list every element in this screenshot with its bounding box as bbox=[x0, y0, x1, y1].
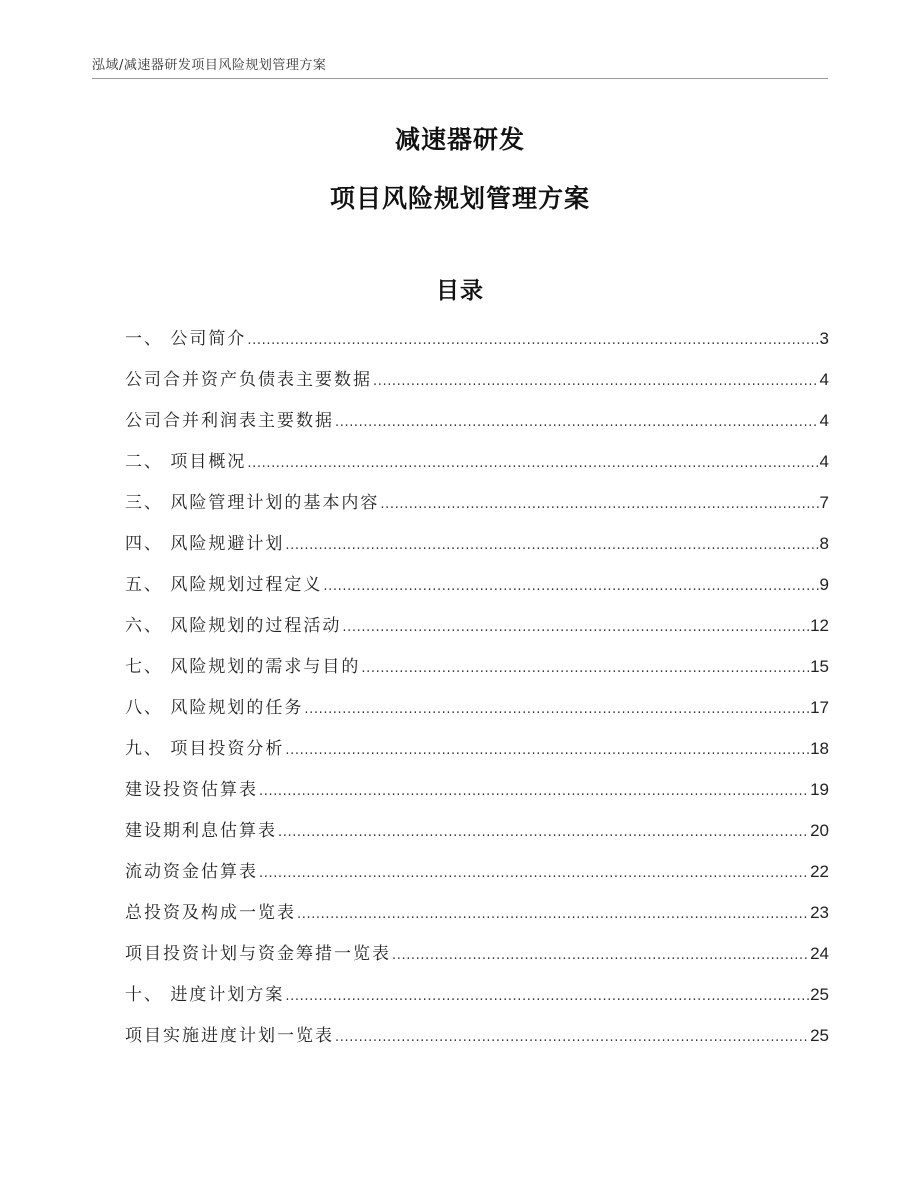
toc-dot-leader bbox=[278, 812, 809, 853]
toc-entry[interactable] bbox=[125, 810, 829, 851]
toc-entry-label: 一、 公司简介 bbox=[125, 329, 247, 349]
toc-entry-label: 三、 风险管理计划的基本内容 bbox=[125, 493, 380, 513]
document-title-line-1: 减速器研发 bbox=[394, 125, 525, 154]
toc-page-number: 23 bbox=[810, 903, 829, 922]
toc-entry[interactable] bbox=[125, 851, 829, 892]
toc-page-number: 19 bbox=[810, 780, 829, 799]
toc-page-number: 9 bbox=[819, 575, 829, 594]
toc-dot-leader bbox=[285, 730, 809, 771]
toc-entry-label: 六、 风险规划的过程活动 bbox=[125, 616, 342, 636]
toc-entry[interactable] bbox=[125, 728, 829, 769]
toc-page-number: 3 bbox=[819, 329, 829, 348]
toc-page-number: 24 bbox=[810, 944, 829, 963]
toc-page-number: 4 bbox=[819, 411, 829, 430]
running-header: 泓域/减速器研发项目风险规划管理方案 bbox=[92, 58, 327, 73]
toc-dot-leader bbox=[285, 525, 818, 566]
toc-page-number: 15 bbox=[810, 657, 829, 676]
toc-entry[interactable] bbox=[125, 646, 829, 687]
toc-page-number: 8 bbox=[819, 534, 829, 553]
header-divider bbox=[92, 78, 828, 79]
toc-entry[interactable] bbox=[125, 482, 829, 523]
toc-entry-label: 五、 风险规划过程定义 bbox=[125, 575, 323, 595]
toc-entry-label: 八、 风险规划的任务 bbox=[125, 698, 304, 718]
toc-entry-label: 建设期利息估算表 bbox=[125, 821, 277, 841]
toc-dot-leader bbox=[297, 894, 809, 935]
toc-dot-leader bbox=[285, 976, 809, 1017]
toc-dot-leader bbox=[323, 566, 818, 607]
toc-page-number: 12 bbox=[810, 616, 829, 635]
toc-entry[interactable] bbox=[125, 892, 829, 933]
toc-entry[interactable] bbox=[125, 523, 829, 564]
toc-page-number: 20 bbox=[810, 821, 829, 840]
toc-dot-leader bbox=[304, 689, 809, 730]
table-of-contents bbox=[125, 318, 829, 1056]
toc-entry[interactable] bbox=[125, 933, 829, 974]
toc-page-number: 18 bbox=[810, 739, 829, 758]
toc-heading: 目录 bbox=[436, 278, 484, 304]
toc-entry-label: 项目投资计划与资金筹措一览表 bbox=[125, 944, 391, 964]
toc-entry[interactable] bbox=[125, 1015, 829, 1056]
toc-entry-label: 公司合并资产负债表主要数据 bbox=[125, 370, 372, 390]
toc-entry[interactable] bbox=[125, 359, 829, 400]
toc-entry[interactable] bbox=[125, 564, 829, 605]
toc-dot-leader bbox=[342, 607, 809, 648]
toc-entry-label: 总投资及构成一览表 bbox=[125, 903, 296, 923]
toc-dot-leader bbox=[335, 1017, 809, 1058]
toc-entry-label: 九、 项目投资分析 bbox=[125, 739, 285, 759]
toc-page-number: 25 bbox=[810, 1026, 829, 1045]
toc-entry-label: 项目实施进度计划一览表 bbox=[125, 1026, 334, 1046]
toc-dot-leader bbox=[247, 443, 818, 484]
toc-entry[interactable] bbox=[125, 318, 829, 359]
toc-entry-label: 建设投资估算表 bbox=[125, 780, 258, 800]
toc-dot-leader bbox=[361, 648, 809, 689]
toc-entry-label: 流动资金估算表 bbox=[125, 862, 258, 882]
toc-entry[interactable] bbox=[125, 974, 829, 1015]
toc-entry-label: 十、 进度计划方案 bbox=[125, 985, 285, 1005]
toc-page-number: 17 bbox=[810, 698, 829, 717]
toc-dot-leader bbox=[335, 402, 819, 443]
toc-dot-leader bbox=[392, 935, 809, 976]
toc-entry[interactable] bbox=[125, 769, 829, 810]
toc-entry[interactable] bbox=[125, 687, 829, 728]
toc-entry[interactable] bbox=[125, 605, 829, 646]
toc-page-number: 7 bbox=[819, 493, 829, 512]
toc-entry[interactable] bbox=[125, 400, 829, 441]
toc-page-number: 25 bbox=[810, 985, 829, 1004]
toc-entry-label: 二、 项目概况 bbox=[125, 452, 247, 472]
toc-page-number: 4 bbox=[819, 370, 829, 389]
toc-dot-leader bbox=[247, 320, 818, 361]
toc-entry-label: 七、 风险规划的需求与目的 bbox=[125, 657, 361, 677]
toc-page-number: 22 bbox=[810, 862, 829, 881]
document-title-line-2: 项目风险规划管理方案 bbox=[329, 184, 590, 213]
toc-dot-leader bbox=[380, 484, 818, 525]
toc-entry-label: 公司合并利润表主要数据 bbox=[125, 411, 334, 431]
toc-dot-leader bbox=[259, 771, 809, 812]
toc-page-number: 4 bbox=[819, 452, 829, 471]
toc-entry-label: 四、 风险规避计划 bbox=[125, 534, 285, 554]
toc-entry[interactable] bbox=[125, 441, 829, 482]
toc-dot-leader bbox=[373, 361, 819, 402]
toc-dot-leader bbox=[259, 853, 809, 894]
